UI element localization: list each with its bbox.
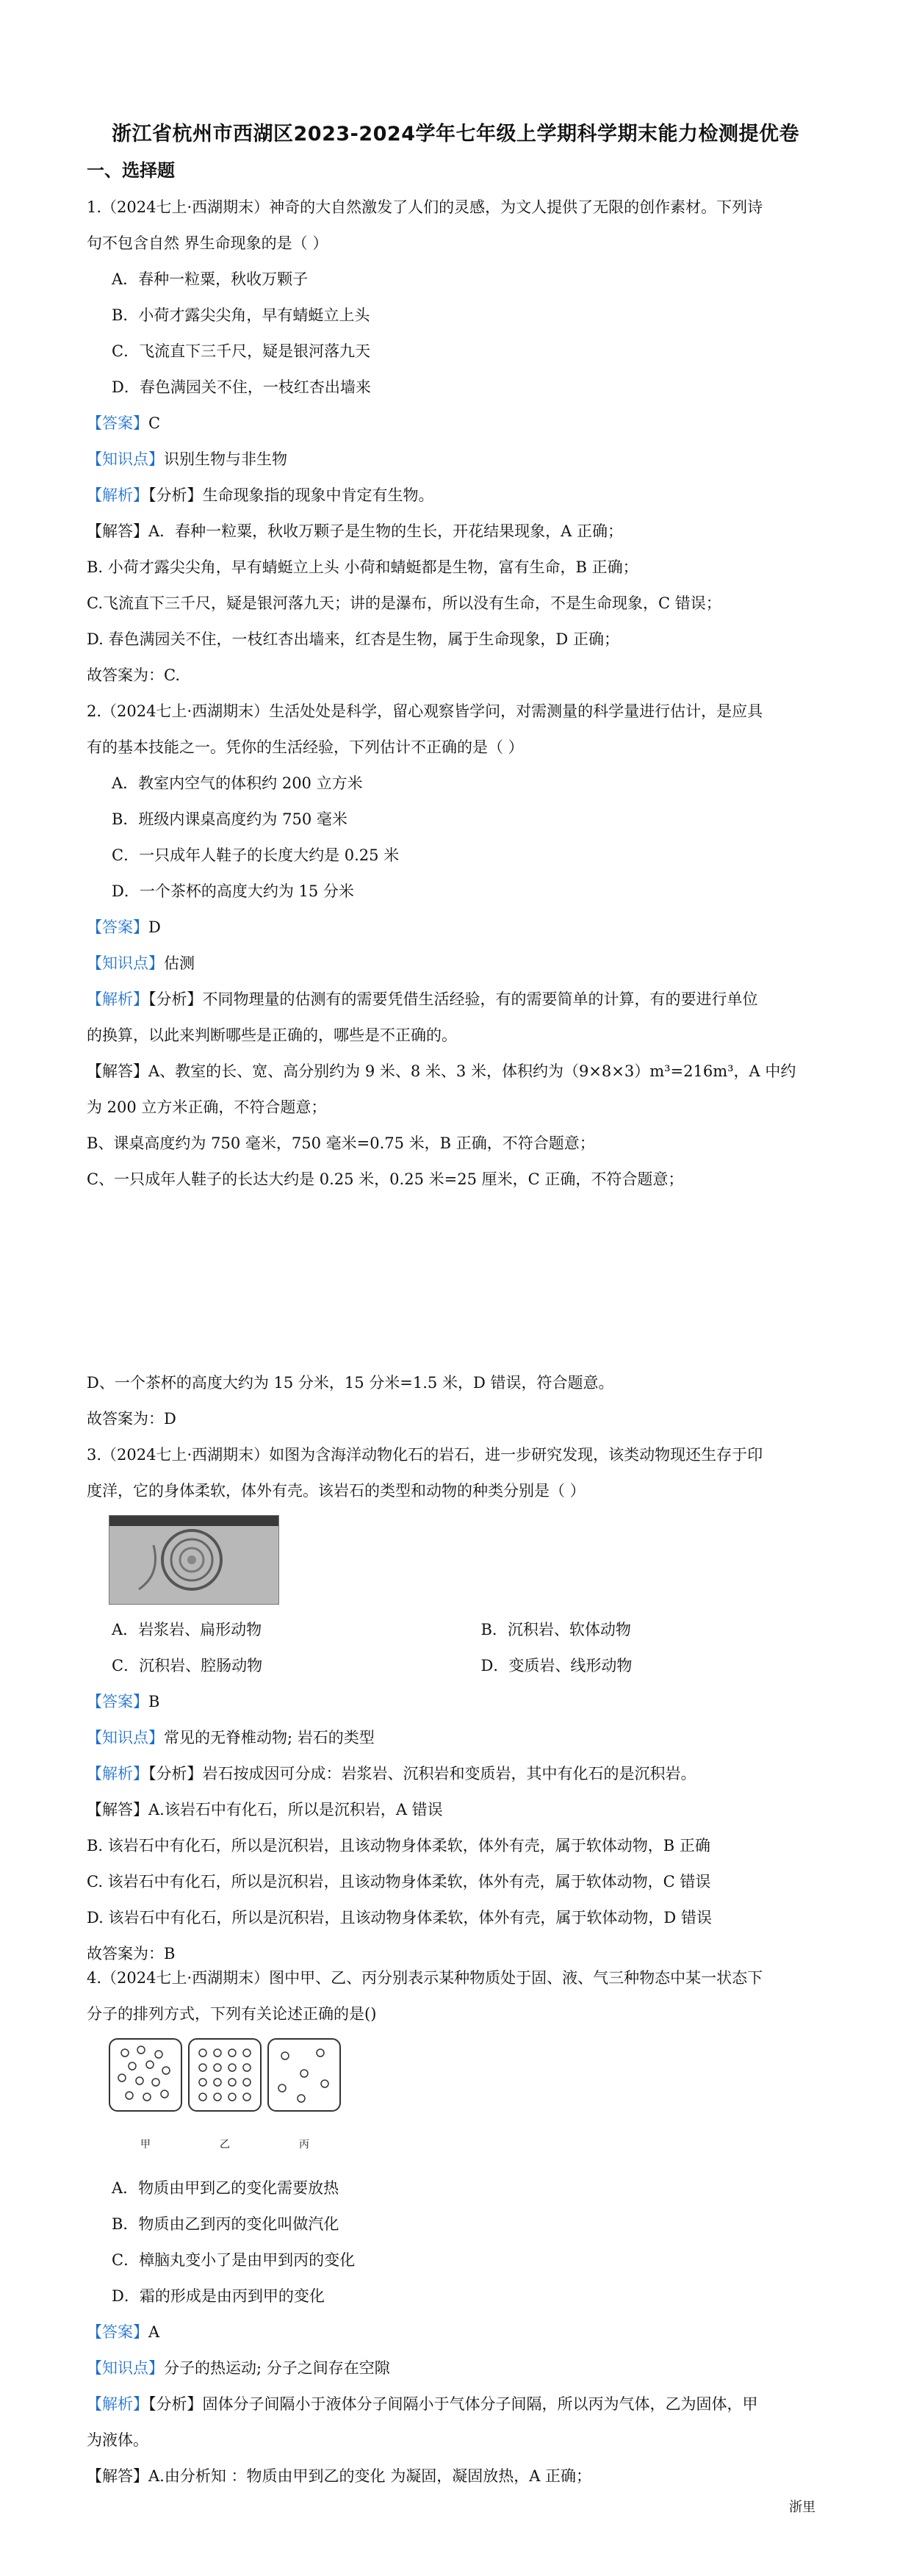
option-b: B．小荷才露尖尖角，早有蜻蜓立上头 [112, 306, 370, 324]
knowledge-value: 分子的热运动; 分子之间存在空隙 [164, 2359, 390, 2377]
option-c: C．沉积岩、腔肠动物 [112, 1657, 263, 1674]
solution-line: C. 该岩石中有化石，所以是沉积岩，且该动物身体柔软，体外有壳，属于软体动物，C 错误 [87, 1873, 711, 1890]
option-b: B．物质由乙到丙的变化叫做汽化 [112, 2215, 339, 2233]
solution-line: 故答案为：B [87, 1945, 176, 1962]
knowledge-value: 常见的无脊椎动物; 岩石的类型 [164, 1729, 375, 1746]
page-footer: 浙里 [789, 2500, 815, 2515]
solution-line: B. 小荷才露尖尖角，早有蜻蜓立上头 小荷和蜻蜓都是生物，富有生命，B 正确； [87, 558, 638, 576]
option-b: B．班级内课桌高度约为 750 毫米 [112, 810, 348, 828]
knowledge-tag: 【知识点】 [87, 1729, 164, 1746]
knowledge-line [87, 1720, 825, 1756]
solution-line: 为 200 立方米正确，不符合题意； [87, 1098, 327, 1116]
question-2 [87, 694, 825, 1198]
analysis-line [87, 1756, 825, 1792]
analysis-line: 的换算，以此来判断哪些是正确的，哪些是不正确的。 [87, 1026, 457, 1044]
answer-line [87, 2314, 825, 2350]
answer-value: A [148, 2323, 160, 2341]
analysis-text: 【分析】生命现象指的现象中肯定有生物。 [148, 486, 434, 504]
solution-line: 故答案为：C. [87, 666, 180, 684]
solution-line: 【解答】A.由分析知 ：物质由甲到乙的变化 为凝固，凝固放热，A 正确； [87, 2467, 592, 2485]
analysis-line [87, 982, 825, 1018]
question-3 [87, 1437, 825, 1972]
knowledge-value: 识别生物与非生物 [164, 450, 287, 468]
analysis-line: 为液体。 [87, 2431, 148, 2449]
analysis-line [87, 478, 825, 514]
answer-tag: 【答案】 [87, 414, 148, 432]
knowledge-line [87, 946, 825, 982]
page-title: 浙江省杭州市西湖区2023-2024学年七年级上学期科学期末能力检测提优卷 [112, 123, 799, 145]
question-stem: 4.（2024七上·西湖期末）图中甲、乙、丙分别表示某种物质处于固、液、气三种物态中某一状态下 [87, 1969, 763, 1987]
molecules-loose-icon [109, 2038, 182, 2112]
solution-line: D、一个茶杯的高度大约为 15 分米，15 分米=1.5 米，D 错误，符合题意。 [87, 1374, 614, 1392]
molecule-state-bing [267, 2038, 341, 2163]
option-a: A．岩浆岩、扁形动物 [112, 1621, 262, 1638]
question-1 [87, 190, 825, 694]
label-bing: 丙 [299, 2139, 309, 2151]
analysis-tag: 【解析】 [87, 2395, 148, 2413]
analysis-tag: 【解析】 [87, 1765, 148, 1782]
option-d: D．变质岩、线形动物 [480, 1657, 633, 1674]
question-stem: 句不包含自然 界生命现象的是（ ） [87, 234, 328, 252]
analysis-tag: 【解析】 [87, 486, 148, 504]
answer-tag: 【答案】 [87, 1693, 148, 1710]
option-a: A．物质由甲到乙的变化需要放热 [112, 2179, 339, 2197]
solution-line: 故答案为：D [87, 1410, 176, 1428]
knowledge-tag: 【知识点】 [87, 954, 164, 972]
knowledge-line [87, 442, 825, 478]
option-d: D．霜的形成是由丙到甲的变化 [112, 2287, 325, 2305]
knowledge-line [87, 2350, 825, 2386]
solution-line: 【解答】A．春种一粒粟，秋收万颗子是生物的生长，开花结果现象，A 正确； [87, 522, 624, 540]
option-a: A．春种一粒粟，秋收万颗子 [112, 270, 309, 288]
knowledge-tag: 【知识点】 [87, 450, 164, 468]
answer-line [87, 1684, 825, 1720]
question-stem: 有的基本技能之一。凭你的生活经验，下列估计不正确的是（ ） [87, 738, 524, 756]
answer-tag: 【答案】 [87, 2323, 148, 2341]
option-a: A．教室内空气的体积约 200 立方米 [112, 774, 363, 792]
section-heading: 一、选择题 [87, 160, 175, 181]
label-yi: 乙 [220, 2139, 230, 2151]
option-c: C．一只成年人鞋子的长度大约是 0.25 米 [112, 846, 400, 864]
solution-line: 【解答】A、教室的长、宽、高分别约为 9 米、8 米、3 米，体积约为（9×8×3）m³=216m³，A 中约 [87, 1062, 796, 1080]
solution-line: B. 该岩石中有化石，所以是沉积岩，且该动物身体柔软，体外有壳，属于软体动物，B 正确 [87, 1837, 710, 1854]
answer-value: D [148, 918, 161, 936]
solution-line: D. 该岩石中有化石，所以是沉积岩，且该动物身体柔软，体外有壳，属于软体动物，D 错误 [87, 1909, 712, 1926]
question-stem: 2.（2024七上·西湖期末）生活处处是科学，留心观察皆学问，对需测量的科学量进行估计，是应具 [87, 702, 763, 720]
solution-line: C、一只成年人鞋子的长达大约是 0.25 米，0.25 米=25 厘米，C 正确，不符合题意； [87, 1170, 684, 1188]
analysis-text: 【分析】不同物理量的估测有的需要凭借生活经验，有的需要简单的计算，有的要进行单位 [148, 990, 758, 1008]
label-jia: 甲 [140, 2139, 151, 2151]
molecules-ordered-icon [188, 2038, 262, 2112]
option-c: C．樟脑丸变小了是由甲到丙的变化 [112, 2251, 356, 2269]
analysis-line [87, 2386, 825, 2422]
answer-tag: 【答案】 [87, 918, 148, 936]
ammonite-fossil-icon [109, 1516, 278, 1604]
option-d: D．春色满园关不住，一枝红杏出墙来 [112, 378, 371, 396]
knowledge-tag: 【知识点】 [87, 2359, 164, 2377]
fossil-rock-image [109, 1515, 279, 1605]
molecules-sparse-icon [267, 2038, 341, 2112]
answer-value: C [148, 414, 161, 432]
molecule-state-jia [109, 2038, 182, 2163]
solution-line: 【解答】A.该岩石中有化石，所以是沉积岩，A 错误 [87, 1801, 443, 1818]
question-stem: 度洋，它的身体柔软，体外有壳。该岩石的类型和动物的种类分别是（ ） [87, 1482, 586, 1500]
options-row [87, 1612, 825, 1648]
question-stem: 3.（2024七上·西湖期末）如图为含海洋动物化石的岩石，进一步研究发现，该类动物现还生存于印 [87, 1446, 763, 1464]
question-2-continued [87, 1365, 825, 1437]
molecule-diagram [109, 2038, 825, 2163]
option-c: C．飞流直下三千尺，疑是银河落九天 [112, 342, 371, 360]
solution-line: B、课桌高度约为 750 毫米，750 毫米=0.75 米，B 正确，不符合题意； [87, 1134, 595, 1152]
answer-value: B [148, 1693, 160, 1710]
question-4 [87, 1960, 825, 2494]
options-row [87, 1648, 825, 1684]
answer-line [87, 910, 825, 946]
solution-line: D. 春色满园关不住，一枝红杏出墙来，红杏是生物，属于生命现象，D 正确； [87, 630, 619, 648]
knowledge-value: 估测 [164, 954, 195, 972]
option-d: D．一个茶杯的高度大约为 15 分米 [112, 882, 354, 900]
analysis-tag: 【解析】 [87, 990, 148, 1008]
question-stem: 分子的排列方式，下列有关论述正确的是() [87, 2005, 377, 2023]
solution-line: C.飞流直下三千尺，疑是银河落九天；讲的是瀑布，所以没有生命，不是生命现象，C 错误； [87, 594, 721, 612]
analysis-text: 【分析】岩石按成因可分成：岩浆岩、沉积岩和变质岩，其中有化石的是沉积岩。 [148, 1765, 696, 1782]
answer-line [87, 406, 825, 442]
molecule-state-yi [188, 2038, 262, 2163]
analysis-text: 【分析】固体分子间隔小于液体分子间隔小于气体分子间隔，所以丙为气体，乙为固体，甲 [148, 2395, 758, 2413]
option-b: B．沉积岩、软体动物 [480, 1621, 631, 1638]
question-stem: 1.（2024七上·西湖期末）神奇的大自然激发了人们的灵感，为文人提供了无限的创作素材。下列诗 [87, 198, 763, 216]
